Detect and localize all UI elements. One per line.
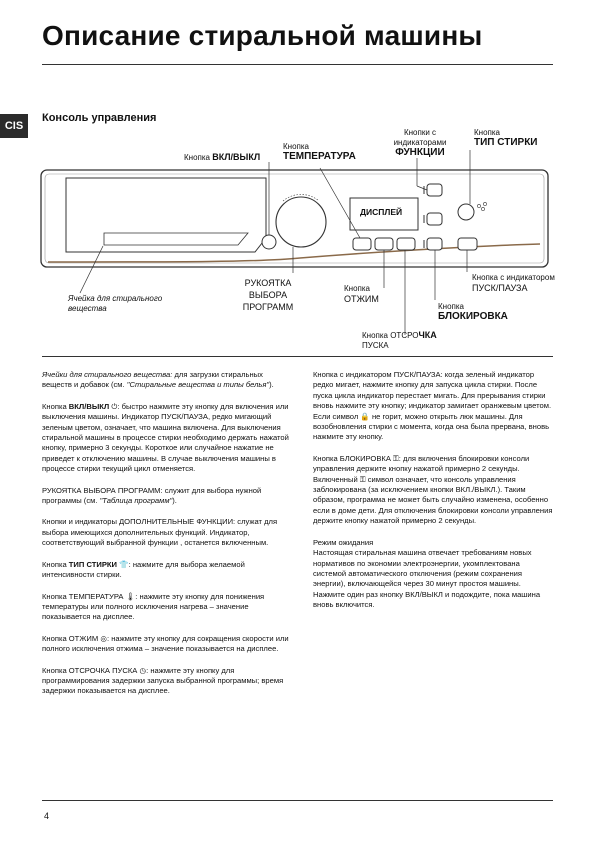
- para-wash-type: Кнопка ТИП СТИРКИ 👕: нажмите для выбора желаемой интенсивности стирки.: [42, 559, 245, 580]
- left-column: [42, 370, 292, 708]
- para-lock: Кнопка БЛОКИРОВКА ⚿: для включения блокировки консоли управления держите кнопку нажатой примерно 2 секунды. Включенный ⚿ символ означает, что консоль управления заблокирована (за исключением кнопки ВКЛ./ВЫКЛ.). Таким образом, программа не может быть случайно изменена, особенно если в доме дети. Для отключения блокировки консоли управления держите кнопку нажатой примерно 2 секунды.: [313, 453, 553, 526]
- delay-start-button: [397, 238, 415, 250]
- delay-label: Кнопка ОТСРОЧКА ПУСКА: [362, 330, 437, 350]
- onoff-label: Кнопка ВКЛ/ВЫКЛ: [184, 152, 261, 162]
- drawer-handle: [104, 233, 248, 245]
- function-button-1: [427, 184, 442, 196]
- door-lock-icon: 🔒: [360, 411, 370, 421]
- language-tab: CIS: [0, 114, 28, 138]
- start-pause-button: [458, 238, 477, 250]
- thermometer-icon: 🌡: [125, 591, 136, 601]
- para-knob: РУКОЯТКА ВЫБОРА ПРОГРАММ: служит для выбора нужной программы (см. "Таблица программ").: [42, 485, 262, 506]
- right-column: [313, 370, 553, 622]
- knob-label: РУКОЯТКА ВЫБОРА ПРОГРАММ: [242, 278, 294, 312]
- para-temperature: Кнопка ТЕМПЕРАТУРА 🌡: нажмите эту кнопку для понижения температуры или полного исключения нагрева – значение показывается на дисплее.: [42, 591, 265, 622]
- page-number: 4: [44, 811, 50, 821]
- functions-label: Кнопки с индикаторами ФУНКЦИИ: [393, 128, 447, 158]
- para-onoff: Кнопка ВКЛ/ВЫКЛ ⏻: быстро нажмите эту кнопку для включения или выключения машины. Индикатор ПУСК/ПАУЗА, редко мигающий зеленым цветом, означает, что машина включена. Для выключения стиральной машины в процессе стирки необходимо держать нажатой кнопку, примерно 3 секунды. Короткое или случайное нажатие не приведет к отключению машины. В случае выключения машины в процессе стирки текущий цикл отменяется.: [42, 401, 289, 474]
- para-functions: Кнопки и индикаторы ДОПОЛНИТЕЛЬНЫЕ ФУНКЦИИ: служат для выбора имеющихся дополнительных функций. Индикатор, соответствующий выбранной функции , останется включенным.: [42, 517, 278, 548]
- para-standby: Режим ожидания Настоящая стиральная машина отвечает требованиям новых нормативов по экономии электроэнергии, укомплектована системой автоматического отключения (режим сохранения энергии), включающейся через 30 минут простоя машины. Нажмите один раз кнопку ВКЛ/ВЫКЛ и подождите, пока машина вновь включится.: [313, 537, 541, 610]
- para-delay: Кнопка ОТСРОЧКА ПУСКА ◷: нажмите эту кнопку для программирования задержки запуска выбранной программы; время задержки показывается на дисплее.: [42, 665, 284, 696]
- page-title: Описание стиральной машины: [42, 20, 483, 51]
- start-pause-label: Кнопка с индикатором ПУСК/ПАУЗА: [472, 273, 555, 293]
- temperature-button: [353, 238, 371, 250]
- wash-type-label: Кнопка ТИП СТИРКИ: [474, 128, 538, 148]
- function-button-2: [427, 213, 442, 225]
- spin-label: Кнопка ОТЖИМ: [344, 284, 379, 304]
- diagram-rule: [42, 356, 553, 357]
- spin-button: [375, 238, 393, 250]
- para-spin: Кнопка ОТЖИМ ◎: нажмите эту кнопку для сокращения скорости или полного исключения отжима – значение показывается на дисплее.: [42, 633, 289, 654]
- lock-symbol-icon: ⚿: [359, 474, 366, 484]
- wash-type-button: [458, 204, 474, 220]
- key-icon: ⚿: [393, 453, 399, 463]
- temperature-label: Кнопка ТЕМПЕРАТУРА: [283, 142, 356, 162]
- program-knob: [276, 197, 326, 247]
- onoff-button: [262, 235, 276, 249]
- shirt-icon: 👕: [119, 559, 129, 569]
- display-label: ДИСПЛЕЙ: [360, 207, 403, 217]
- footer-rule: [42, 800, 553, 801]
- drawer-label: Ячейка для стирального вещества: [68, 294, 163, 313]
- power-icon: ⏻: [111, 401, 118, 411]
- lock-label: Кнопка БЛОКИРОВКА: [438, 302, 508, 322]
- clock-icon: ◷: [139, 665, 147, 675]
- para-drawer: Ячейки для стирального вещества: для загрузки стиральных веществ и добавок (см. "Стиральные вещества и типы белья").: [42, 370, 274, 390]
- section-heading: Консоль управления: [42, 112, 157, 124]
- detergent-drawer: [66, 178, 266, 252]
- spin-icon: ◎: [100, 633, 107, 643]
- para-start-pause: Кнопка с индикатором ПУСК/ПАУЗА: когда зеленый индикатор редко мигает, нажмите кнопку для запуска цикла стирки. После пуска цикла индикатор перестает мигать. Для прерывания стирки вновь нажмите эту кнопку; индикатор замигает оранжевым цветом. Если символ 🔒 не горит, можно открыть люк машины. Для возобновления стирки с момента, когда она была прервана, вновь нажмите эту кнопку.: [313, 370, 552, 442]
- function-button-3: [427, 238, 442, 250]
